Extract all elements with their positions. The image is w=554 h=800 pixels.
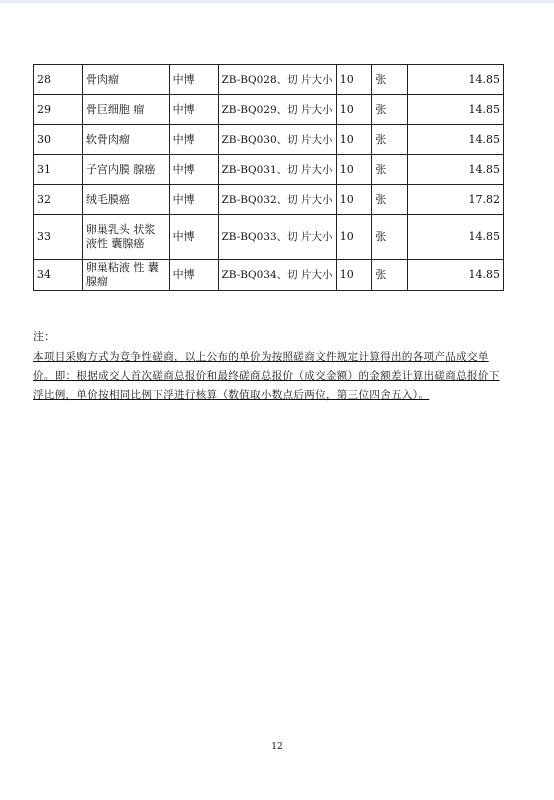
unit-cell: 张	[372, 215, 408, 260]
quantity-cell: 10	[336, 215, 372, 260]
brand-cell: 中博	[169, 65, 218, 95]
unit-price-cell: 17.82	[408, 185, 504, 215]
quantity-cell: 10	[336, 65, 372, 95]
product-name-cell: 骨巨细胞 瘤	[82, 95, 169, 125]
row-number-cell: 28	[34, 65, 83, 95]
unit-price-cell: 14.85	[408, 125, 504, 155]
row-number-cell: 30	[34, 125, 83, 155]
spec-cell: ZB-BQ034、切 片大小	[218, 260, 336, 291]
top-rule	[0, 0, 554, 3]
unit-cell: 张	[372, 95, 408, 125]
unit-cell: 张	[372, 155, 408, 185]
table-row	[34, 215, 504, 260]
quantity-cell: 10	[336, 185, 372, 215]
table-row	[34, 260, 504, 291]
unit-price-cell: 14.85	[408, 260, 504, 291]
spec-cell: ZB-BQ028、切 片大小	[218, 65, 336, 95]
quantity-cell: 10	[336, 95, 372, 125]
quantity-cell: 10	[336, 125, 372, 155]
unit-cell: 张	[372, 260, 408, 291]
brand-cell: 中博	[169, 95, 218, 125]
product-name-cell: 子宫内膜 腺癌	[82, 155, 169, 185]
product-table-body	[34, 65, 504, 291]
row-number-cell: 34	[34, 260, 83, 291]
table-row	[34, 185, 504, 215]
unit-price-cell: 14.85	[408, 215, 504, 260]
row-number-cell: 32	[34, 185, 83, 215]
quantity-cell: 10	[336, 260, 372, 291]
table-row	[34, 95, 504, 125]
product-name-cell: 卵巢乳头 状浆液性 囊腺癌	[82, 215, 169, 260]
unit-price-cell: 14.85	[408, 65, 504, 95]
product-name-cell: 软骨肉瘤	[82, 125, 169, 155]
row-number-cell: 29	[34, 95, 83, 125]
row-number-cell: 33	[34, 215, 83, 260]
page-number: 12	[271, 742, 283, 752]
unit-price-cell: 14.85	[408, 95, 504, 125]
product-table	[33, 64, 504, 291]
spec-cell: ZB-BQ033、切 片大小	[218, 215, 336, 260]
product-name-cell: 绒毛膜癌	[82, 185, 169, 215]
quantity-cell: 10	[336, 155, 372, 185]
spec-cell: ZB-BQ031、切 片大小	[218, 155, 336, 185]
note-text: 本项目采购方式为竞争性磋商，以上公布的单价为按照磋商文件规定计算得出的各项产品成交单价。即：根据成交人首次磋商总报价和最终磋商总报价（成交金额）的金额差计算出磋商总报价下浮比例，单价按相同比例下浮进行核算（数值取小数点后两位，第三位四舍五入）。	[33, 351, 500, 401]
brand-cell: 中博	[169, 260, 218, 291]
unit-cell: 张	[372, 65, 408, 95]
product-name-cell: 骨肉瘤	[82, 65, 169, 95]
unit-cell: 张	[372, 125, 408, 155]
product-name-cell: 卵巢粘液 性 囊腺瘤	[82, 260, 169, 291]
unit-cell: 张	[372, 185, 408, 215]
spec-cell: ZB-BQ029、切 片大小	[218, 95, 336, 125]
table-row	[34, 65, 504, 95]
brand-cell: 中博	[169, 125, 218, 155]
row-number-cell: 31	[34, 155, 83, 185]
brand-cell: 中博	[169, 155, 218, 185]
table-row	[34, 125, 504, 155]
brand-cell: 中博	[169, 215, 218, 260]
spec-cell: ZB-BQ032、切 片大小	[218, 185, 336, 215]
note-label: 注：	[33, 330, 55, 343]
unit-price-cell: 14.85	[408, 155, 504, 185]
spec-cell: ZB-BQ030、切 片大小	[218, 125, 336, 155]
table-row	[34, 155, 504, 185]
brand-cell: 中博	[169, 185, 218, 215]
